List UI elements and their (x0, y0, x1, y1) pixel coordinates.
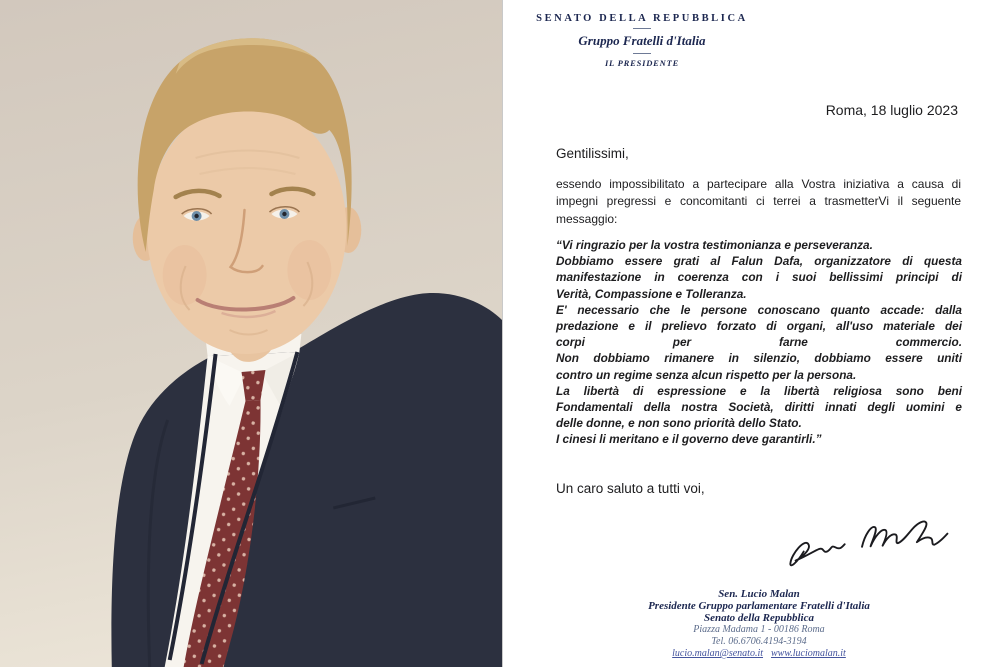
footer-name: Sen. Lucio Malan (718, 588, 800, 600)
letter-date: Roma, 18 luglio 2023 (825, 102, 958, 118)
letterhead-divider (633, 28, 651, 29)
quote-line: E' necessario che le persone conoscano quanto accade: dalla (556, 302, 962, 317)
quote-line: Fondamentali della nostra Società, diritti innati degli uomini e (556, 400, 962, 415)
letterhead (505, 13, 779, 68)
quote-line: Non dobbiamo rimanere in silenzio, dobbiamo essere uniti (556, 351, 962, 366)
footer-institution: Senato della Repubblica (704, 612, 814, 624)
quote-line: I cinesi li meritano e il governo deve garantirli.” (556, 432, 822, 447)
footer-links (556, 648, 962, 660)
footer-address: Piazza Madama 1 - 00186 Roma (693, 624, 825, 635)
letterhead-group: Gruppo Fratelli d'Italia (578, 33, 706, 48)
intro-line: messaggio: (556, 211, 618, 226)
footer-website-link[interactable]: www.luciomalan.it (771, 648, 846, 659)
letter-page (503, 0, 1000, 667)
letter-footer (556, 588, 962, 660)
intro-line: essendo impossibilitato a partecipare alla Vostra iniziativa a causa di (556, 177, 961, 191)
signature-handwriting (777, 496, 953, 581)
letterhead-divider (633, 53, 651, 54)
intro-line: impegni pregressi e concomitanti ci terrei a trasmetterVi il seguente (556, 194, 961, 209)
quote-line: La libertà di espressione e la libertà religiosa sono beni (556, 383, 962, 398)
intro-paragraph (556, 176, 961, 228)
letterhead-title: SENATO DELLA REPUBBLICA (536, 13, 748, 24)
footer-phone: Tel. 06.6706.4194-3194 (711, 635, 807, 647)
quoted-message (556, 237, 962, 448)
closing-line: Un caro saluto a tutti voi, (556, 481, 705, 496)
salutation: Gentilissimi, (556, 146, 629, 161)
footer-role: Presidente Gruppo parlamentare Fratelli d'Italia (648, 600, 870, 612)
quote-line: manifestazione in coerenza con i suoi bellissimi principi di (556, 270, 962, 285)
quote-line: “Vi ringrazio per la vostra testimonianza e perseveranza. (556, 238, 873, 252)
quote-line: delle donne, e non sono priorità dello Stato. (556, 416, 802, 431)
quote-line: Verità, Compassione e Tolleranza. (556, 286, 747, 301)
quote-line: predazione e il prelievo forzato di organi, all'uso materiale dei (556, 319, 962, 334)
footer-email-link[interactable]: lucio.malan@senato.it (672, 648, 764, 659)
quote-line: contro un regime senza alcun rispetto per la persona. (556, 367, 857, 382)
quote-line: Dobbiamo essere grati al Falun Dafa, organizzatore di questa (556, 254, 962, 269)
letterhead-role: IL PRESIDENTE (604, 58, 680, 68)
quote-line: corpi per farne commercio. (556, 335, 962, 350)
